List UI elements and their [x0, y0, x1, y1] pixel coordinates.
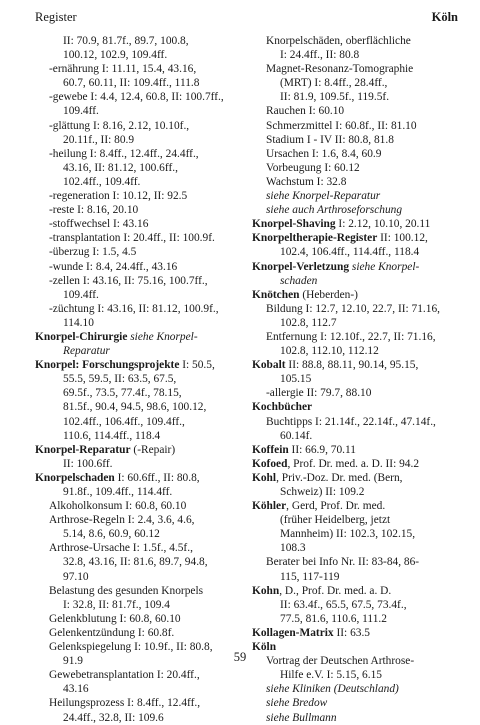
- index-entry-line: [252, 203, 467, 217]
- index-text: -wunde I: 8.4, 24.4ff., 43.16: [49, 260, 178, 273]
- index-text: Gelenkspiegelung I: 10.9f., II: 80.8,: [49, 641, 213, 654]
- index-entry-line: [35, 682, 250, 696]
- index-text: II: 70.9, 81.7f., 89.7, 100.8,: [63, 35, 189, 47]
- index-entry-line: [252, 90, 467, 104]
- index-entry: [252, 330, 467, 358]
- index-entry: [252, 711, 467, 725]
- index-entry-line: [252, 316, 467, 330]
- index-entry-line: [252, 386, 467, 400]
- index-term: Koffein: [252, 443, 289, 456]
- index-text: 100.12, 102.9, 109.4ff.: [63, 49, 168, 62]
- index-text: 5.14, 8.6, 60.9, 60.12: [63, 528, 160, 541]
- index-entry-line: [252, 668, 467, 682]
- index-entry-line: [252, 527, 467, 541]
- index-entry-line: [252, 48, 467, 62]
- index-text: -allergie II: 79.7, 88.10: [266, 387, 372, 400]
- index-entry-line: [35, 386, 250, 400]
- index-entry: [252, 104, 467, 118]
- index-text: II: 100.6ff.: [63, 457, 113, 470]
- index-text: 32.8, 43.16, II: 81.6, 89.7, 94.8,: [63, 556, 208, 569]
- index-entry-line: [35, 527, 250, 541]
- index-entry: [252, 231, 467, 259]
- index-entry: [35, 119, 250, 147]
- index-entry-line: [252, 499, 467, 513]
- index-entry-line: [35, 711, 250, 725]
- index-entry: [252, 302, 467, 330]
- index-entry-line: [35, 260, 250, 274]
- index-entry-line: [35, 217, 250, 231]
- index-entry-line: [252, 189, 467, 203]
- index-text: 43.16: [63, 683, 89, 696]
- index-term: Kollagen-Matrix: [252, 626, 334, 639]
- index-entry-line: [252, 119, 467, 133]
- index-entry-line: [35, 499, 250, 513]
- index-entry-line: [35, 485, 250, 499]
- index-entry-line: [252, 76, 467, 90]
- index-entry: [35, 260, 250, 274]
- index-entry-line: [252, 302, 467, 316]
- index-text: -stoffwechsel I: 43.16: [49, 218, 149, 231]
- index-entry-line: [35, 302, 250, 316]
- index-entry: [252, 260, 467, 288]
- index-text: -regeneration I: 10.12, II: 92.5: [49, 190, 188, 203]
- index-text: -züchtung I: 43.16, II: 81.12, 100.9f.,: [49, 302, 219, 315]
- index-term: Knorpel-Verletzung: [252, 260, 350, 273]
- index-entry-line: [35, 584, 250, 598]
- index-text: -überzug I: 1.5, 4.5: [49, 246, 137, 259]
- index-entry-line: [252, 584, 467, 598]
- index-entry-line: [35, 147, 250, 161]
- index-entry: [35, 330, 250, 358]
- cross-reference: siehe auch Arthroseforschung: [266, 204, 403, 217]
- index-entry-line: [252, 104, 467, 118]
- cross-reference: siehe Kliniken (Deutschland): [266, 683, 399, 696]
- index-text: 55.5, 59.5, II: 63.5, 67.5,: [63, 373, 177, 386]
- index-text: Hilfe e.V. I: 5.15, 6.15: [280, 669, 382, 682]
- index-entry-line: [252, 598, 467, 612]
- index-entry-line: [252, 682, 467, 696]
- index-entry-line: [252, 358, 467, 372]
- index-text: 43.16, II: 81.12, 100.6ff.,: [63, 161, 178, 174]
- cross-reference: siehe Bredow: [266, 697, 328, 710]
- index-text: , Priv.-Doz. Dr. med. (Bern,: [276, 471, 403, 484]
- index-entry: [252, 288, 467, 302]
- index-text: 81.5f., 90.4, 94.5, 98.6, 100.12,: [63, 401, 207, 414]
- index-text: Vorbeugung I: 60.12: [266, 161, 360, 174]
- index-entry-line: [35, 429, 250, 443]
- index-entry: [252, 457, 467, 471]
- index-entry-line: [252, 217, 467, 231]
- cross-reference: Reparatur: [63, 345, 110, 358]
- index-entry: [252, 696, 467, 710]
- running-header-right: Köln: [431, 10, 458, 24]
- index-entry-line: [35, 90, 250, 104]
- index-entry: [35, 203, 250, 217]
- index-term: Kobalt: [252, 359, 286, 372]
- index-text: Gewebetransplantation I: 20.4ff.,: [49, 669, 200, 682]
- index-entry-line: [252, 696, 467, 710]
- index-text: Belastung des gesunden Knorpels: [49, 584, 204, 597]
- index-entry-line: [35, 415, 250, 429]
- index-text: Alkoholkonsum I: 60.8, 60.10: [49, 500, 187, 513]
- index-text: Wachstum I: 32.8: [266, 175, 347, 188]
- index-text: Buchtipps I: 21.14f., 22.14f., 47.14f.,: [266, 415, 436, 428]
- index-term: Knorpeltherapie-Register: [252, 232, 378, 245]
- index-entry-line: [252, 245, 467, 259]
- index-entry-line: [252, 570, 467, 584]
- index-entry-line: [35, 316, 250, 330]
- index-entry: [252, 133, 467, 147]
- index-entry: [252, 386, 467, 400]
- index-text: 69.5f., 73.5, 77.4f., 78.15,: [63, 387, 182, 400]
- page-number: 59: [233, 650, 247, 664]
- index-entry: [252, 499, 467, 555]
- index-entry-line: [252, 443, 467, 457]
- index-text: II: 66.9, 70.11: [288, 443, 356, 456]
- index-text: 24.4ff., 32.8, II: 109.6: [63, 711, 164, 724]
- index-entry-line: [252, 471, 467, 485]
- index-text: Berater bei Info Nr. II: 83-84, 86-: [266, 556, 420, 569]
- index-entry: [252, 175, 467, 189]
- index-entry-line: [35, 288, 250, 302]
- index-entry-line: [35, 471, 250, 485]
- index-entry-line: [35, 274, 250, 288]
- index-text: Arthrose-Ursache I: 1.5f., 4.5f.,: [49, 542, 193, 555]
- index-text: Stadium I - IV II: 80.8, 81.8: [266, 133, 394, 146]
- index-entry: [35, 626, 250, 640]
- index-entry-line: [252, 231, 467, 245]
- index-text: Schmerzmittel I: 60.8f., II: 81.10: [266, 119, 417, 132]
- index-text: , Prof. Dr. med. a. D. II: 94.2: [287, 457, 420, 470]
- index-entry-line: [35, 34, 250, 48]
- index-entry: [35, 499, 250, 513]
- index-entry: [252, 443, 467, 457]
- index-entry-line: [35, 513, 250, 527]
- index-entry-line: [252, 147, 467, 161]
- index-entry-line: [252, 288, 467, 302]
- index-term: Knorpel: Forschungsprojekte: [35, 359, 180, 372]
- index-text: (Heberden-): [299, 288, 358, 301]
- index-entry-line: [35, 203, 250, 217]
- index-text: 102.4ff., 106.4ff., 109.4ff.,: [63, 415, 185, 428]
- index-text: -reste I: 8.16, 20.10: [49, 204, 139, 217]
- index-text: Magnet-Resonanz-Tomographie: [266, 63, 414, 76]
- index-entry-line: [35, 555, 250, 569]
- index-entry-line: [35, 104, 250, 118]
- index-entry-line: [252, 175, 467, 189]
- index-entry: [35, 147, 250, 189]
- index-text: 110.6, 114.4ff., 118.4: [63, 429, 161, 442]
- index-text: I: 2.12, 10.10, 20.11: [335, 218, 431, 231]
- index-text: 60.7, 60.11, II: 109.4ff., 111.8: [63, 77, 200, 90]
- index-entry: [35, 513, 250, 541]
- index-text: 115, 117-119: [280, 570, 340, 583]
- index-entry: [35, 62, 250, 90]
- index-term: Kochbücher: [252, 401, 313, 414]
- index-entry-line: [35, 119, 250, 133]
- index-entry-line: [252, 415, 467, 429]
- running-header-left: Register: [35, 10, 77, 24]
- index-entry-line: [35, 400, 250, 414]
- index-term: Knorpel-Chirurgie: [35, 330, 128, 343]
- index-entry: [35, 217, 250, 231]
- index-text: I: 50.5,: [179, 359, 215, 372]
- index-entry: [252, 119, 467, 133]
- index-entry-line: [252, 485, 467, 499]
- index-entry-line: [252, 330, 467, 344]
- index-entry: [252, 147, 467, 161]
- index-entry: [252, 189, 467, 203]
- index-text: II: 63.4f., 65.5, 67.5, 73.4f.,: [280, 598, 407, 611]
- index-entry: [35, 471, 250, 499]
- index-entry: [252, 358, 467, 386]
- index-text: 91.9: [63, 655, 83, 668]
- index-column-right: [252, 34, 467, 725]
- index-entry-line: [35, 231, 250, 245]
- index-text: 105.15: [280, 373, 312, 386]
- index-text: Knorpelschäden, oberflächliche: [266, 35, 411, 47]
- index-entry-line: [35, 48, 250, 62]
- index-entry-line: [35, 330, 250, 344]
- index-entry-line: [252, 612, 467, 626]
- index-entry: [35, 34, 250, 62]
- index-entry-line: [35, 372, 250, 386]
- index-text: -glättung I: 8.16, 2.12, 10.10f.,: [49, 119, 190, 132]
- index-text: 97.10: [63, 570, 89, 583]
- index-text: (früher Heidelberg, jetzt: [280, 514, 391, 527]
- index-term: Knorpel-Shaving: [252, 218, 336, 231]
- index-entry-line: [252, 555, 467, 569]
- index-text: -gewebe I: 4.4, 12.4, 60.8, II: 100.7ff.,: [49, 91, 224, 104]
- index-entry-line: [35, 245, 250, 259]
- index-entry-line: [252, 513, 467, 527]
- cross-reference: schaden: [280, 274, 318, 287]
- index-entry: [252, 584, 467, 626]
- index-text: 108.3: [280, 542, 306, 555]
- index-text: Ursachen I: 1.6, 8.4, 60.9: [266, 147, 382, 160]
- index-text: II: 88.8, 88.11, 90.14, 95.15,: [285, 359, 419, 372]
- index-text: I: 60.6ff., II: 80.8,: [114, 471, 200, 484]
- index-term: Knorpel-Reparatur: [35, 443, 131, 456]
- index-entry-line: [252, 133, 467, 147]
- index-entry-line: [252, 372, 467, 386]
- index-entry-line: [35, 443, 250, 457]
- index-entry-line: [35, 175, 250, 189]
- index-text: Arthrose-Regeln I: 2.4, 3.6, 4.6,: [49, 514, 195, 527]
- index-text: II: 100.12,: [377, 232, 428, 245]
- index-text: Bildung I: 12.7, 12.10, 22.7, II: 71.16,: [266, 302, 441, 315]
- index-entry: [35, 90, 250, 118]
- index-entry: [252, 34, 467, 62]
- index-term: Knorpelschaden: [35, 471, 115, 484]
- index-text: -transplantation I: 20.4ff., II: 100.9f.: [49, 232, 215, 245]
- index-entry: [252, 471, 467, 499]
- index-entry-line: [252, 711, 467, 725]
- index-entry-line: [252, 62, 467, 76]
- index-entry: [35, 443, 250, 471]
- index-entry: [252, 217, 467, 231]
- index-text: 102.8, 112.7: [280, 316, 337, 329]
- index-entry-line: [252, 457, 467, 471]
- index-text: Gelenkentzündung I: 60.8f.: [49, 626, 175, 639]
- index-text: 77.5, 81.6, 110.6, 111.2: [280, 612, 387, 625]
- index-entry: [35, 584, 250, 612]
- index-term: Knötchen: [252, 288, 300, 301]
- index-text: I: 32.8, II: 81.7f., 109.4: [63, 598, 170, 611]
- index-term: Köln: [252, 641, 277, 654]
- index-text: Mannheim) II: 102.3, 102.15,: [280, 528, 416, 541]
- index-text: 102.8, 112.10, 112.12: [280, 345, 379, 358]
- index-entry-line: [35, 161, 250, 175]
- index-entry: [35, 541, 250, 583]
- cross-reference: siehe Knorpel-Reparatur: [266, 190, 381, 203]
- index-entry-line: [35, 626, 250, 640]
- index-entry: [35, 302, 250, 330]
- index-entry: [35, 245, 250, 259]
- index-entry-line: [35, 541, 250, 555]
- index-entry-line: [35, 668, 250, 682]
- index-entry: [35, 189, 250, 203]
- index-entry-line: [35, 62, 250, 76]
- index-entry-line: [35, 76, 250, 90]
- index-entry: [35, 696, 250, 724]
- index-term: Kohl: [252, 471, 277, 484]
- index-text: 60.14f.: [280, 429, 313, 442]
- index-text: II: 63.5: [333, 626, 371, 639]
- index-text: , D., Prof. Dr. med. a. D.: [279, 584, 392, 597]
- index-entry: [252, 626, 467, 640]
- index-text: Schweiz) II: 109.2: [280, 486, 365, 498]
- index-entry-line: [35, 696, 250, 710]
- index-entry: [252, 203, 467, 217]
- index-text: 20.11f., II: 80.9: [63, 133, 135, 146]
- index-entry: [35, 668, 250, 696]
- index-text: 102.4ff., 109.4ff.: [63, 175, 141, 188]
- index-text: , Gerd, Prof. Dr. med.: [286, 500, 386, 513]
- index-entry-line: [252, 260, 467, 274]
- index-entry: [252, 400, 467, 414]
- index-text: 109.4ff.: [63, 105, 99, 118]
- index-term: Kohn: [252, 584, 280, 597]
- index-entry-line: [252, 429, 467, 443]
- index-entry-line: [252, 161, 467, 175]
- index-entry-line: [35, 344, 250, 358]
- index-entry-line: [252, 400, 467, 414]
- index-text: Heilungsprozess I: 8.4ff., 12.4ff.,: [49, 697, 201, 710]
- index-entry-line: [35, 570, 250, 584]
- index-text: (-Repair): [130, 443, 176, 456]
- index-text: 91.8f., 109.4ff., 114.4ff.: [63, 486, 173, 498]
- index-entry: [252, 161, 467, 175]
- index-text: (MRT) I: 8.4ff., 28.4ff.,: [280, 77, 388, 90]
- index-text: 114.10: [63, 316, 94, 329]
- index-entry-line: [35, 189, 250, 203]
- index-term: Köhler: [252, 500, 287, 513]
- index-entry: [252, 682, 467, 696]
- index-text: II: 81.9, 109.5f., 119.5f.: [280, 91, 390, 104]
- index-entry-line: [252, 541, 467, 555]
- index-text: Entfernung I: 12.10f., 22.7, II: 71.16,: [266, 330, 436, 343]
- index-text: I: 24.4ff., II: 80.8: [280, 49, 360, 62]
- index-entry: [252, 415, 467, 443]
- index-entry: [252, 62, 467, 104]
- index-entry-line: [35, 612, 250, 626]
- index-entry: [35, 274, 250, 302]
- index-entry-line: [35, 133, 250, 147]
- index-term: Kofoed: [252, 457, 288, 470]
- index-entry: [35, 612, 250, 626]
- cross-reference: siehe Knorpel-: [130, 330, 198, 343]
- index-entry-line: [35, 598, 250, 612]
- index-entry: [35, 358, 250, 443]
- index-text: Rauchen I: 60.10: [266, 105, 345, 118]
- index-text: 102.4, 106.4ff., 114.4ff., 118.4: [280, 246, 420, 259]
- index-text: -zellen I: 43.16, II: 75.16, 100.7ff.,: [49, 274, 208, 287]
- index-entry-line: [252, 274, 467, 288]
- index-text: 109.4ff.: [63, 288, 99, 301]
- index-entry-line: [252, 344, 467, 358]
- index-entry: [252, 555, 467, 583]
- cross-reference: siehe Knorpel-: [351, 260, 420, 273]
- index-text: -heilung I: 8.4ff., 12.4ff., 24.4ff.,: [49, 147, 199, 160]
- index-entry-line: [252, 34, 467, 48]
- index-column-left: [35, 34, 250, 725]
- index-entry-line: [252, 626, 467, 640]
- index-entry: [35, 231, 250, 245]
- index-text: Vortrag der Deutschen Arthrose-: [266, 655, 415, 668]
- index-entry-line: [35, 358, 250, 372]
- cross-reference: siehe Bullmann: [266, 711, 337, 724]
- index-text: Gelenkblutung I: 60.8, 60.10: [49, 612, 181, 625]
- index-text: -ernährung I: 11.11, 15.4, 43.16,: [49, 63, 197, 76]
- index-entry-line: [35, 457, 250, 471]
